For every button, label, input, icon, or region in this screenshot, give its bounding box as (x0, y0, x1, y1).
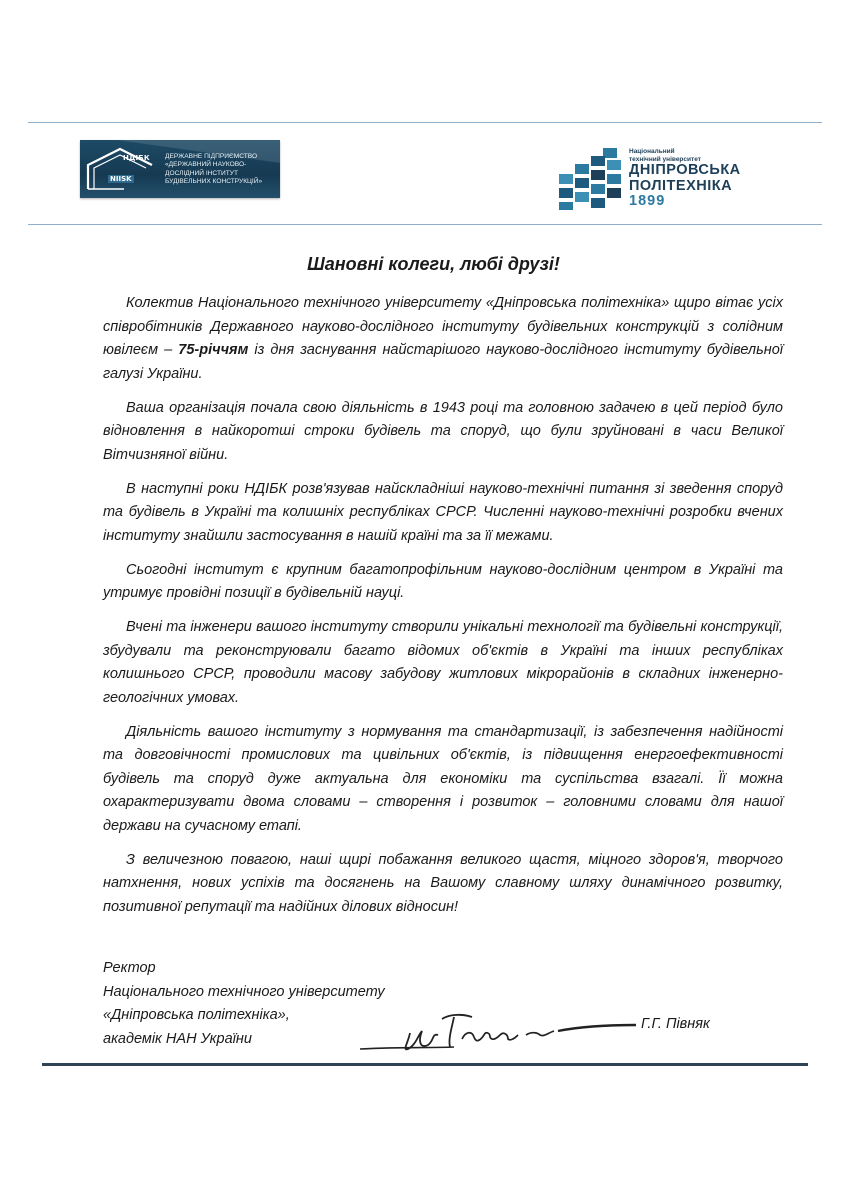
footer-rule (42, 1063, 808, 1066)
signatory-name: Г.Г. Півняк (641, 1016, 710, 1032)
logo-year: 1899 (629, 193, 666, 209)
logo-abbreviation-en: NIISK (110, 175, 132, 183)
handwritten-signature (358, 1005, 638, 1055)
paragraph-text: Колектив Національного технічного університету «Дніпровська політехніка» щиро вітає усіх співробітників Державного науково-дослідного інституту будівельних конструкцій з солідним ювілеєм – (103, 295, 783, 358)
logo-org-line: ДОСЛІДНИЙ ІНСТИТУТ (165, 169, 238, 177)
signatory-position: Ректор (103, 960, 156, 976)
anniversary-emphasis: 75-річчям (178, 342, 249, 358)
logo-subtitle-line: технічний університет (629, 155, 701, 163)
paragraph: В наступні роки НДІБК розв'язував найскладніші науково-технічні питання зі зведення споруд та будівель в Україні та колишніх республіках СРСР. Численні науково-технічні розробки вчених інституту знайшли застосування в нашій країні та за її межами. (103, 480, 783, 544)
logo-abbreviation-ua: НДІБК (123, 154, 150, 162)
signatory-academic-title: академік НАН України (103, 1030, 252, 1047)
logo-org-name (165, 153, 280, 187)
greeting-heading: Шановні колеги, любі друзі! (307, 254, 560, 274)
logo-org-line: БУДІВЕЛЬНИХ КОНСТРУКЦІЙ» (165, 178, 263, 186)
logo-subtitle (629, 148, 701, 163)
logo-name-line: ПОЛІТЕХНІКА (629, 178, 733, 194)
signatory-institution: Національного технічного університету (103, 983, 385, 1000)
logo-name-line: ДНІПРОВСЬКА (629, 162, 741, 178)
paragraph: Діяльність вашого інституту з нормування та стандартизації, із забезпечення надійності та довговічності промислових та цивільних об'єктів, із підвищення енергоефективності будівель та споруд дуже актуальна для економіки та суспільства взагалі. Її можна охарактеризувати двома словами – створення і розвиток – головними словами для нашої держави на сучасному етапі. (103, 723, 783, 834)
house-icon (84, 145, 164, 193)
header-bottom-rule (28, 224, 822, 225)
header-top-rule (28, 122, 822, 123)
blocks-icon (555, 148, 627, 212)
signatory-institution-name: «Дніпровська політехніка», (103, 1007, 290, 1023)
signatory-title (103, 957, 385, 1051)
paragraph (103, 292, 783, 386)
paragraph-text: із дня заснування найстарішого науково-дослідного інституту будівельної галузі України. (103, 342, 783, 382)
paragraph: З величезною повагою, наші щирі побажання великого щастя, міцного здоров'я, творчого натхнення, нових успіхів та досягнень на Вашому славному шляху динамічного розвитку, позитивної репутації та надійних ділових відносин! (103, 851, 783, 915)
niisk-logo (80, 140, 280, 198)
paragraph: Ваша організація почала свою діяльність в 1943 році та головною задачею в цей період було відновлення в найкоротші строки будівель та споруд, що були зруйновані в часи Великої Вітчизняної війни. (103, 399, 783, 463)
logo-org-line: «ДЕРЖАВНИЙ НАУКОВО- (165, 161, 247, 169)
logo-subtitle-line: Національний (629, 148, 675, 155)
paragraph: Сьогодні інститут є крупним багатопрофільним науково-дослідним центром в Україні та утримує провідні позиції в будівельній науці. (103, 561, 783, 601)
paragraph: Вчені та інженери вашого інституту створили унікальні технології та будівельні конструкції, збудували та реконструювали багато відомих об'єктів в Україні та інших республіках колишнього СРСР, проводили масову забудову житлових мікрорайонів в складних інженерно-геологічних умовах. (103, 619, 783, 706)
letter-body (103, 292, 783, 930)
dniprovska-politekhnika-logo (555, 148, 795, 212)
logo-org-line: ДЕРЖАВНЕ ПІДПРИЄМСТВО (165, 153, 258, 160)
